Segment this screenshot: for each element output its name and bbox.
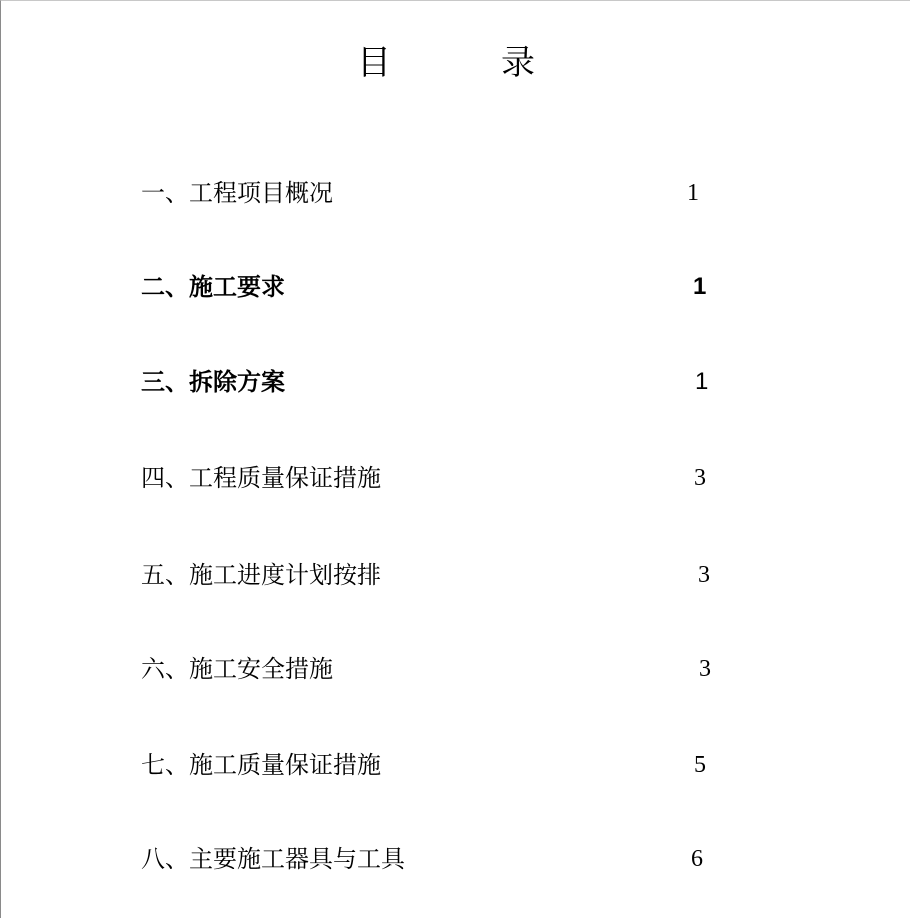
toc-entry-page-number: 1: [693, 273, 707, 300]
toc-entry-3[interactable]: [1, 364, 910, 400]
toc-entry-label: 五、施工进度计划按排: [141, 561, 381, 589]
toc-entry-label: 三、拆除方案: [141, 368, 285, 396]
toc-entry-4[interactable]: [1, 460, 910, 496]
toc-entry-label: 一、工程项目概况: [141, 179, 333, 207]
toc-entry-1[interactable]: [1, 175, 910, 211]
toc-entry-8[interactable]: [1, 841, 910, 877]
toc-entry-6[interactable]: [1, 651, 910, 687]
toc-entry-page-number: 6: [691, 846, 703, 872]
toc-entry-page-number: 3: [694, 465, 706, 491]
toc-title-char: 录: [501, 43, 535, 83]
toc-entry-label: 四、工程质量保证措施: [141, 464, 381, 492]
toc-entry-5[interactable]: [1, 557, 910, 593]
toc-title: [1, 39, 910, 87]
toc-entry-page-number: 3: [698, 562, 710, 588]
toc-entry-page-number: 3: [699, 656, 711, 682]
toc-entry-7[interactable]: [1, 747, 910, 783]
toc-entry-label: 八、主要施工器具与工具: [141, 845, 405, 873]
toc-entry-page-number: 1: [695, 368, 709, 395]
toc-entry-page-number: 1: [687, 180, 699, 206]
toc-entry-2[interactable]: [1, 269, 910, 305]
toc-title-char: 目: [357, 43, 391, 83]
toc-entry-label: 六、施工安全措施: [141, 655, 333, 683]
toc-entry-page-number: 5: [694, 752, 706, 778]
toc-entry-label: 七、施工质量保证措施: [141, 751, 381, 779]
toc-entry-label: 二、施工要求: [141, 273, 285, 301]
